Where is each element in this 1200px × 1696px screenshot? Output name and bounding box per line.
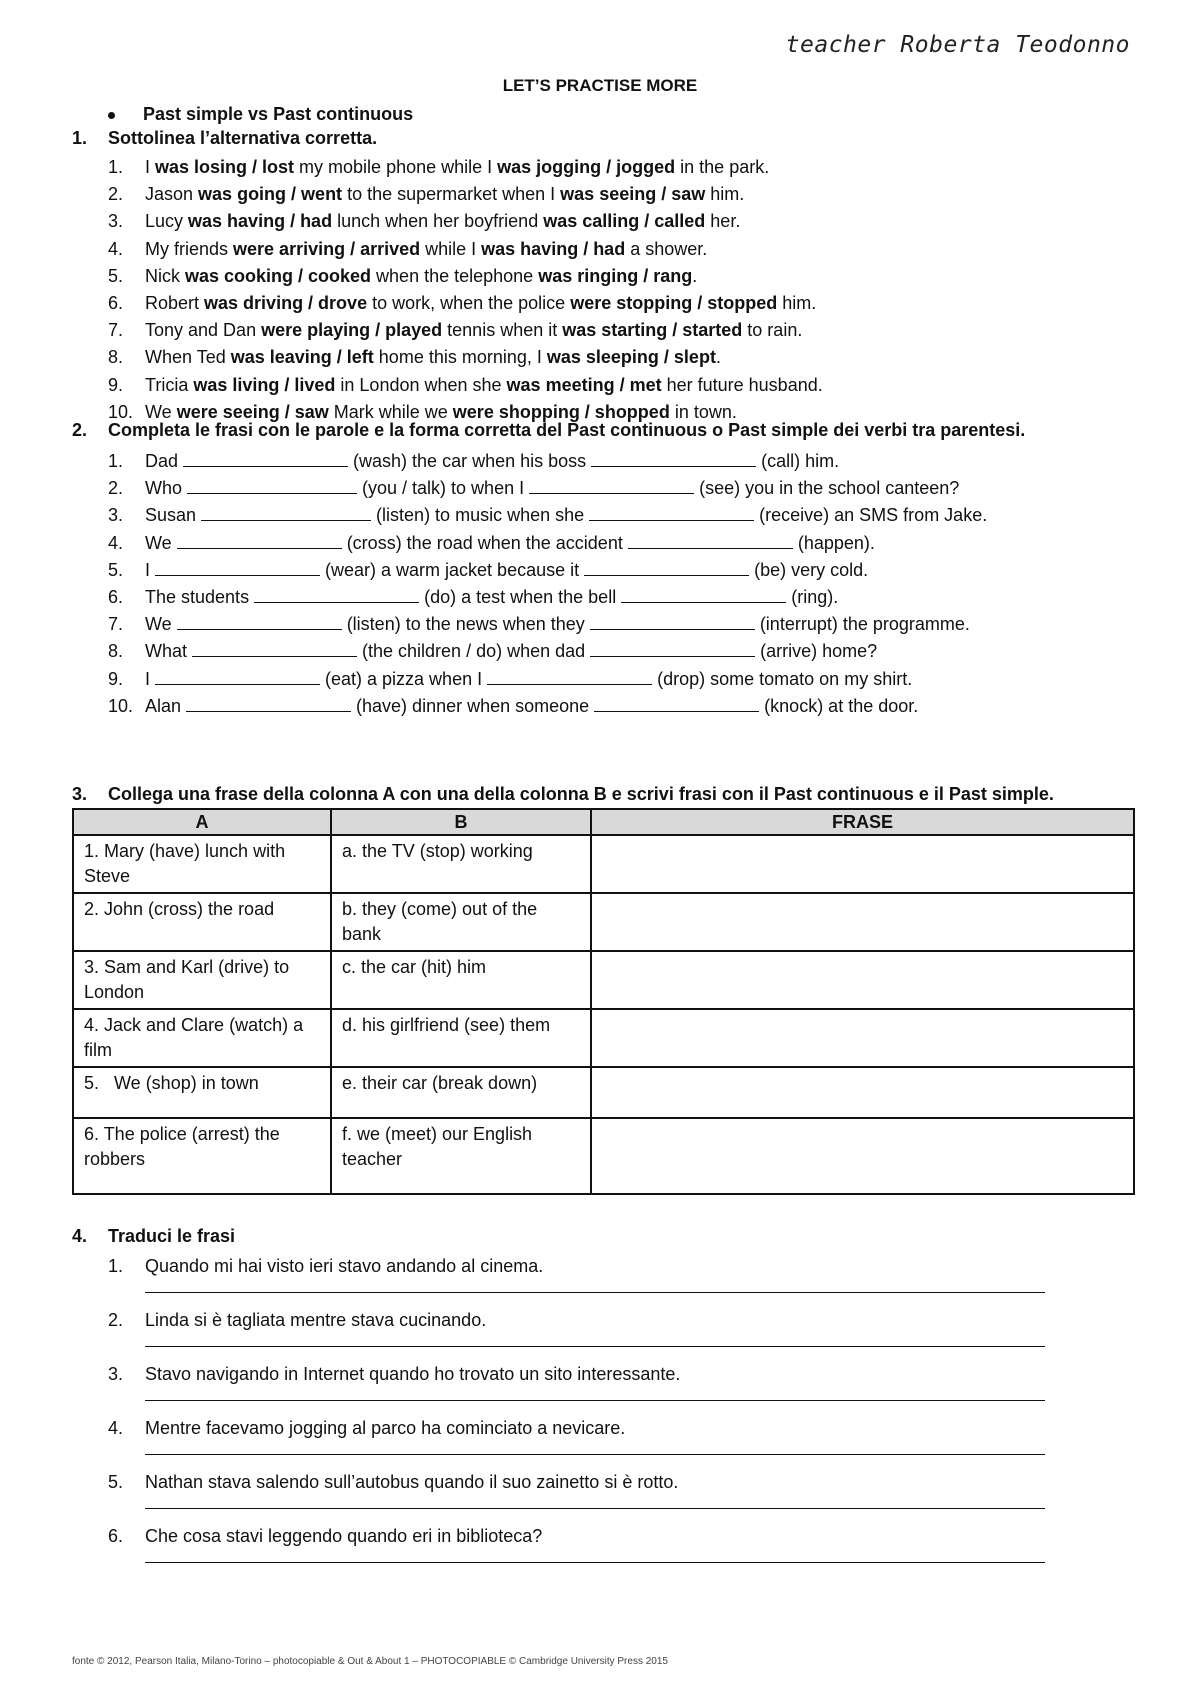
frase-answer-cell[interactable] bbox=[591, 951, 1134, 1009]
verb-choice[interactable]: was jogging / jogged bbox=[497, 157, 676, 177]
page-title: LET’S PRACTISE MORE bbox=[502, 76, 698, 95]
item-number: 3. bbox=[108, 505, 124, 526]
blank-field[interactable] bbox=[621, 586, 786, 603]
item-text: Tony and Dan bbox=[145, 320, 262, 341]
verb-choice[interactable]: was cooking / cooked bbox=[185, 265, 372, 286]
item-number: 8. bbox=[108, 641, 124, 662]
item-text: Quando mi hai visto ieri stavo andando al cinema. bbox=[145, 1256, 544, 1276]
item-text: (receive) an SMS from Jake. bbox=[754, 505, 988, 526]
column-b-cell: a. the TV (stop) working bbox=[331, 835, 591, 893]
blank-field[interactable] bbox=[187, 477, 357, 494]
item-text: We bbox=[145, 532, 177, 553]
item-text: her. bbox=[705, 211, 741, 232]
item-text: What bbox=[145, 641, 193, 662]
item-text: I bbox=[145, 157, 156, 177]
item-text: tennis when it bbox=[442, 320, 563, 341]
item-number: 10. bbox=[108, 401, 134, 422]
section-heading-text: Sottolinea l’alternativa corretta. bbox=[108, 128, 378, 148]
fill-in-item bbox=[108, 530, 987, 557]
frase-answer-cell[interactable] bbox=[591, 1118, 1134, 1194]
exercise-item bbox=[108, 372, 823, 399]
answer-line[interactable] bbox=[145, 1388, 1045, 1401]
column-a-cell: 2. John (cross) the road bbox=[73, 893, 331, 951]
item-number: 9. bbox=[108, 374, 124, 395]
section-2-heading bbox=[72, 420, 1025, 441]
fill-in-item bbox=[108, 584, 987, 611]
verb-choice[interactable]: was driving / drove bbox=[204, 292, 368, 313]
section-1-heading bbox=[72, 128, 377, 149]
item-number: 6. bbox=[108, 586, 124, 607]
blank-field[interactable] bbox=[155, 559, 320, 576]
column-b-cell: c. the car (hit) him bbox=[331, 951, 591, 1009]
item-text: We bbox=[145, 401, 177, 422]
item-number: 3. bbox=[108, 211, 124, 232]
item-number: 6. bbox=[108, 1526, 124, 1546]
exercise-item bbox=[108, 344, 823, 371]
item-text: her future husband. bbox=[661, 374, 823, 395]
item-text: . bbox=[692, 265, 698, 286]
item-number: 2. bbox=[108, 1310, 124, 1330]
section-4-heading bbox=[72, 1226, 235, 1247]
verb-choice[interactable]: were shopping / shopped bbox=[452, 401, 670, 422]
verb-choice[interactable]: was leaving / left bbox=[230, 347, 374, 368]
blank-field[interactable] bbox=[183, 450, 348, 467]
answer-line[interactable] bbox=[145, 1550, 1045, 1563]
translation-prompt bbox=[108, 1360, 1045, 1388]
section-heading-text: Collega una frase della colonna A con una della colonna B e scrivi frasi con il Past continuous e il Past simple. bbox=[108, 784, 1054, 804]
item-text: (drop) some tomato on my shirt. bbox=[652, 668, 913, 689]
item-text: (wear) a warm jacket because it bbox=[320, 559, 585, 580]
blank-field[interactable] bbox=[192, 640, 357, 657]
translation-item bbox=[108, 1360, 1045, 1414]
item-number: 1. bbox=[108, 1256, 124, 1276]
exercise-item bbox=[108, 208, 823, 235]
item-text: home this morning, I bbox=[373, 347, 547, 368]
answer-line[interactable] bbox=[145, 1442, 1045, 1455]
item-text: Stavo navigando in Internet quando ho trovato un sito interessante. bbox=[145, 1364, 681, 1384]
answer-line[interactable] bbox=[145, 1280, 1045, 1293]
item-text: (see) you in the school canteen? bbox=[694, 478, 960, 499]
item-text: . bbox=[715, 347, 721, 368]
item-number: 3. bbox=[108, 1364, 124, 1384]
teacher-name: teacher Roberta Teodonno bbox=[785, 32, 1130, 58]
exercise-item bbox=[108, 290, 823, 317]
translation-prompt bbox=[108, 1468, 1045, 1496]
exercise-item bbox=[108, 317, 823, 344]
frase-answer-cell[interactable] bbox=[591, 835, 1134, 893]
item-number: 5. bbox=[108, 559, 124, 580]
item-text: When Ted bbox=[145, 347, 231, 368]
translation-prompt bbox=[108, 1414, 1045, 1442]
blank-field[interactable] bbox=[584, 559, 749, 576]
item-text: We bbox=[145, 614, 177, 635]
verb-choice[interactable]: was ringing / rang bbox=[538, 265, 693, 286]
item-number: 7. bbox=[108, 320, 124, 341]
item-number: 5. bbox=[108, 265, 124, 286]
table-row bbox=[73, 893, 1134, 951]
exercise-item bbox=[108, 154, 823, 181]
exercise-item bbox=[108, 181, 823, 208]
column-b-cell: f. we (meet) our English teacher bbox=[331, 1118, 591, 1194]
section-number: 3. bbox=[72, 784, 88, 804]
verb-choice[interactable]: was sleeping / slept bbox=[546, 347, 716, 368]
item-text: to the supermarket when I bbox=[342, 184, 561, 205]
item-text: Nick bbox=[145, 265, 185, 286]
item-text: (have) dinner when someone bbox=[351, 695, 595, 716]
verb-choice[interactable]: were playing / played bbox=[261, 320, 443, 341]
item-number: 1. bbox=[108, 451, 124, 471]
footer-credit: fonte © 2012, Pearson Italia, Milano-Torino – photocopiable & Out & About 1 – PHOTOCOPIABLE © Cambridge University Press 2015 bbox=[72, 1656, 668, 1667]
column-b-header: B bbox=[331, 809, 591, 835]
blank-field[interactable] bbox=[591, 450, 756, 467]
column-b-cell: b. they (come) out of the bank bbox=[331, 893, 591, 951]
item-text: Jason bbox=[145, 184, 199, 205]
item-text: (do) a test when the bell bbox=[419, 586, 622, 607]
blank-field[interactable] bbox=[594, 695, 759, 712]
blank-field[interactable] bbox=[590, 613, 755, 630]
fill-in-item bbox=[108, 666, 987, 693]
item-text: while I bbox=[420, 238, 482, 259]
item-text: in town. bbox=[669, 401, 737, 422]
table-row bbox=[73, 1067, 1134, 1118]
blank-field[interactable] bbox=[529, 477, 694, 494]
item-text: lunch when her boyfriend bbox=[332, 211, 544, 232]
frase-answer-cell[interactable] bbox=[591, 1067, 1134, 1118]
item-text: (wash) the car when his boss bbox=[348, 451, 592, 471]
item-text: The students bbox=[145, 586, 255, 607]
item-number: 6. bbox=[108, 292, 124, 313]
blank-field[interactable] bbox=[590, 640, 755, 657]
item-number: 2. bbox=[108, 184, 124, 205]
section-heading-text: Traduci le frasi bbox=[108, 1226, 236, 1246]
verb-choice[interactable]: was going / went bbox=[198, 184, 343, 205]
item-text: in London when she bbox=[335, 374, 507, 395]
translation-prompt bbox=[108, 1252, 1045, 1280]
translation-prompt bbox=[108, 1306, 1045, 1334]
fill-in-item bbox=[108, 557, 987, 584]
item-number: 7. bbox=[108, 614, 124, 635]
verb-choice[interactable]: were stopping / stopped bbox=[570, 292, 778, 313]
column-b-cell: e. their car (break down) bbox=[331, 1067, 591, 1118]
table-row bbox=[73, 951, 1134, 1009]
item-text: (happen). bbox=[792, 532, 875, 553]
item-text: to rain. bbox=[742, 320, 803, 341]
item-text: (the children / do) when dad bbox=[357, 641, 591, 662]
translation-item bbox=[108, 1522, 1045, 1576]
section-number: 1. bbox=[72, 128, 88, 148]
item-text: Mark while we bbox=[328, 401, 453, 422]
section-4-list bbox=[108, 1252, 1045, 1576]
fill-in-item bbox=[108, 502, 987, 529]
item-text: Mentre facevamo jogging al parco ha cominciato a nevicare. bbox=[145, 1418, 626, 1438]
item-number: 9. bbox=[108, 668, 124, 689]
verb-choice[interactable]: was calling / called bbox=[543, 211, 706, 232]
translation-item bbox=[108, 1468, 1045, 1522]
item-text: (call) him. bbox=[756, 451, 840, 471]
item-number: 8. bbox=[108, 347, 124, 368]
verb-choice[interactable]: were seeing / saw bbox=[176, 401, 329, 422]
table-header-row bbox=[73, 809, 1134, 835]
translation-item bbox=[108, 1414, 1045, 1468]
item-text: Lucy bbox=[145, 211, 189, 232]
section-3-heading bbox=[72, 784, 1054, 805]
item-text: (interrupt) the programme. bbox=[754, 614, 970, 635]
translation-item bbox=[108, 1306, 1045, 1360]
fill-in-item bbox=[108, 693, 987, 720]
item-number: 5. bbox=[108, 1472, 124, 1492]
translation-prompt bbox=[108, 1522, 1045, 1550]
blank-field[interactable] bbox=[177, 613, 342, 630]
item-text: Tricia bbox=[145, 374, 194, 395]
item-text: Who bbox=[145, 478, 188, 499]
bullet-dot-icon bbox=[108, 112, 115, 119]
column-a-cell: 6. The police (arrest) the robbers bbox=[73, 1118, 331, 1194]
section-1-list bbox=[108, 154, 823, 426]
blank-field[interactable] bbox=[155, 668, 320, 685]
verb-choice[interactable]: was having / had bbox=[481, 238, 626, 259]
item-text: (you / talk) to when I bbox=[357, 478, 530, 499]
table-row bbox=[73, 835, 1134, 893]
frase-answer-cell[interactable] bbox=[591, 1009, 1134, 1067]
item-text: Che cosa stavi leggendo quando eri in biblioteca? bbox=[145, 1526, 543, 1546]
matching-table bbox=[72, 808, 1135, 1195]
item-number: 4. bbox=[108, 1418, 124, 1438]
item-text: I bbox=[145, 668, 156, 689]
blank-field[interactable] bbox=[177, 532, 342, 549]
column-frase-header: FRASE bbox=[591, 809, 1134, 835]
frase-answer-cell[interactable] bbox=[591, 893, 1134, 951]
verb-choice[interactable]: was starting / started bbox=[562, 320, 743, 341]
item-text: Alan bbox=[145, 695, 187, 716]
item-text: (cross) the road when the accident bbox=[341, 532, 628, 553]
item-text: (be) very cold. bbox=[749, 559, 869, 580]
table-row bbox=[73, 1118, 1134, 1194]
item-text: (listen) to music when she bbox=[371, 505, 590, 526]
item-text: (eat) a pizza when I bbox=[320, 668, 488, 689]
verb-choice[interactable]: was seeing / saw bbox=[560, 184, 706, 205]
item-text: Nathan stava salendo sull’autobus quando il suo zainetto si è rotto. bbox=[145, 1472, 679, 1492]
blank-field[interactable] bbox=[589, 504, 754, 521]
item-text: a shower. bbox=[625, 238, 708, 259]
item-text: in the park. bbox=[675, 157, 770, 177]
item-number: 2. bbox=[108, 478, 124, 499]
verb-choice[interactable]: was meeting / met bbox=[506, 374, 662, 395]
item-number: 4. bbox=[108, 238, 124, 259]
section-number: 2. bbox=[72, 420, 88, 440]
column-a-cell: 5. We (shop) in town bbox=[73, 1067, 331, 1118]
exercise-item bbox=[108, 236, 823, 263]
topic-text: Past simple vs Past continuous bbox=[143, 104, 414, 124]
exercise-item bbox=[108, 263, 823, 290]
fill-in-item bbox=[108, 611, 987, 638]
item-number: 4. bbox=[108, 532, 124, 553]
item-text: him. bbox=[777, 292, 817, 313]
fill-in-item bbox=[108, 638, 987, 665]
section-2-list bbox=[108, 448, 987, 720]
item-text: to work, when the police bbox=[367, 292, 571, 313]
item-text: Susan bbox=[145, 505, 202, 526]
blank-field[interactable] bbox=[201, 504, 371, 521]
translation-item bbox=[108, 1252, 1045, 1306]
item-text: (ring). bbox=[786, 586, 839, 607]
item-text: my mobile phone while I bbox=[294, 157, 498, 177]
fill-in-item bbox=[108, 448, 987, 475]
verb-choice[interactable]: was losing / lost bbox=[155, 157, 295, 177]
verb-choice[interactable]: was living / lived bbox=[193, 374, 336, 395]
blank-field[interactable] bbox=[487, 668, 652, 685]
blank-field[interactable] bbox=[628, 532, 793, 549]
item-text: Dad bbox=[145, 451, 184, 471]
item-text: (listen) to the news when they bbox=[341, 614, 590, 635]
item-number: 1. bbox=[108, 157, 124, 177]
column-a-cell: 3. Sam and Karl (drive) to London bbox=[73, 951, 331, 1009]
blank-field[interactable] bbox=[186, 695, 351, 712]
item-text: when the telephone bbox=[371, 265, 539, 286]
answer-line[interactable] bbox=[145, 1334, 1045, 1347]
item-text: Linda si è tagliata mentre stava cucinando. bbox=[145, 1310, 487, 1330]
item-text: him. bbox=[705, 184, 745, 205]
column-a-cell: 4. Jack and Clare (watch) a film bbox=[73, 1009, 331, 1067]
topic-bullet bbox=[108, 104, 413, 125]
item-number: 10. bbox=[108, 695, 134, 716]
fill-in-item bbox=[108, 475, 987, 502]
item-text: My friends bbox=[145, 238, 234, 259]
section-number: 4. bbox=[72, 1226, 88, 1246]
item-text: (arrive) home? bbox=[755, 641, 878, 662]
table-row bbox=[73, 1009, 1134, 1067]
verb-choice[interactable]: was having / had bbox=[188, 211, 333, 232]
item-text: Robert bbox=[145, 292, 205, 313]
column-a-cell: 1. Mary (have) lunch with Steve bbox=[73, 835, 331, 893]
answer-line[interactable] bbox=[145, 1496, 1045, 1509]
section-heading-text: Completa le frasi con le parole e la forma corretta del Past continuous o Past simple dei verbi tra parentesi. bbox=[108, 420, 1026, 440]
verb-choice[interactable]: were arriving / arrived bbox=[233, 238, 421, 259]
column-b-cell: d. his girlfriend (see) them bbox=[331, 1009, 591, 1067]
column-a-header: A bbox=[73, 809, 331, 835]
item-text: (knock) at the door. bbox=[759, 695, 919, 716]
blank-field[interactable] bbox=[254, 586, 419, 603]
item-text: I bbox=[145, 559, 156, 580]
